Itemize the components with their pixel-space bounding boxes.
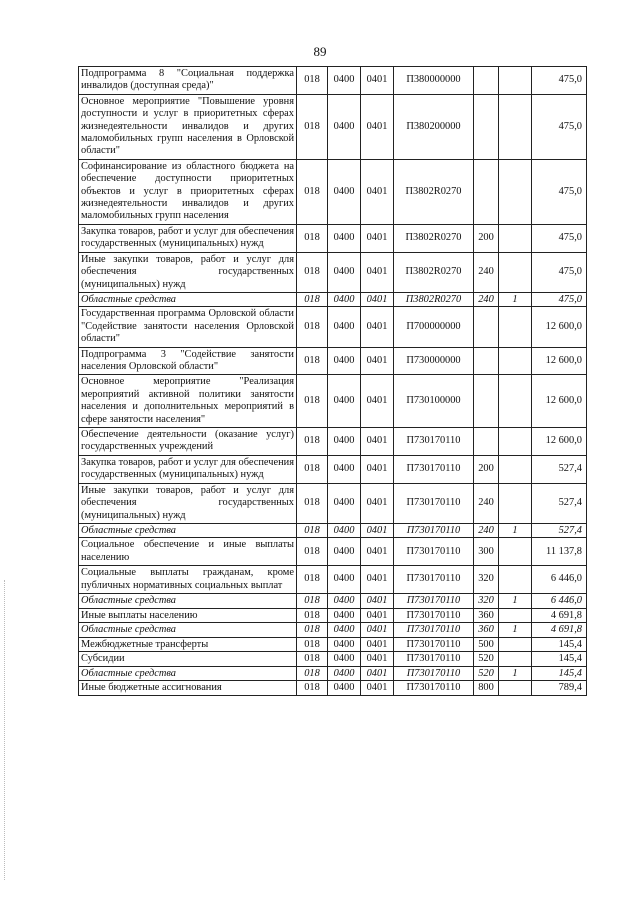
table-row (79, 94, 587, 159)
cell-name: Подпрограмма 3 "Содействие занятости населения Орловской области" (79, 347, 297, 375)
cell-ved-code: 018 (297, 538, 328, 566)
cell-name: Субсидии (79, 652, 297, 667)
cell-section-code: 0400 (328, 566, 361, 594)
cell-target-article: П730170110 (394, 681, 474, 696)
cell-subsection-code: 0401 (361, 307, 394, 347)
cell-funding-source: 1 (499, 594, 532, 609)
cell-subsection-code: 0401 (361, 224, 394, 252)
table-row (79, 594, 587, 609)
cell-expense-type (474, 67, 499, 95)
cell-name: Иные закупки товаров, работ и услуг для обеспечения государственных (муниципальных) нужд (79, 483, 297, 523)
cell-name: Иные выплаты населению (79, 608, 297, 623)
cell-section-code: 0400 (328, 428, 361, 456)
cell-amount: 527,4 (532, 483, 587, 523)
cell-amount: 475,0 (532, 159, 587, 224)
cell-funding-source (499, 347, 532, 375)
table-row (79, 637, 587, 652)
cell-expense-type: 360 (474, 623, 499, 638)
cell-amount: 12 600,0 (532, 307, 587, 347)
cell-subsection-code: 0401 (361, 566, 394, 594)
cell-section-code: 0400 (328, 252, 361, 292)
cell-section-code: 0400 (328, 652, 361, 667)
cell-ved-code: 018 (297, 307, 328, 347)
cell-ved-code: 018 (297, 67, 328, 95)
cell-funding-source (499, 538, 532, 566)
cell-funding-source: 1 (499, 623, 532, 638)
cell-target-article: П730170110 (394, 623, 474, 638)
cell-funding-source: 1 (499, 523, 532, 538)
cell-ved-code: 018 (297, 608, 328, 623)
cell-expense-type: 320 (474, 566, 499, 594)
table-row (79, 159, 587, 224)
cell-expense-type (474, 375, 499, 428)
table-row (79, 67, 587, 95)
cell-section-code: 0400 (328, 307, 361, 347)
cell-ved-code: 018 (297, 623, 328, 638)
cell-section-code: 0400 (328, 623, 361, 638)
cell-amount: 145,4 (532, 666, 587, 681)
cell-ved-code: 018 (297, 375, 328, 428)
cell-target-article: П380200000 (394, 94, 474, 159)
cell-subsection-code: 0401 (361, 637, 394, 652)
cell-name: Межбюджетные трансферты (79, 637, 297, 652)
cell-ved-code: 018 (297, 252, 328, 292)
cell-section-code: 0400 (328, 483, 361, 523)
cell-amount: 12 600,0 (532, 347, 587, 375)
cell-section-code: 0400 (328, 94, 361, 159)
cell-section-code: 0400 (328, 637, 361, 652)
cell-name: Областные средства (79, 292, 297, 307)
cell-section-code: 0400 (328, 455, 361, 483)
table-row (79, 652, 587, 667)
cell-expense-type (474, 428, 499, 456)
cell-funding-source (499, 483, 532, 523)
cell-name: Областные средства (79, 594, 297, 609)
cell-target-article: П730170110 (394, 428, 474, 456)
cell-funding-source (499, 681, 532, 696)
table-row (79, 666, 587, 681)
cell-section-code: 0400 (328, 347, 361, 375)
table-row (79, 224, 587, 252)
cell-ved-code: 018 (297, 224, 328, 252)
cell-ved-code: 018 (297, 159, 328, 224)
cell-amount: 475,0 (532, 224, 587, 252)
scan-artifact (4, 580, 7, 880)
cell-target-article: П700000000 (394, 307, 474, 347)
cell-amount: 145,4 (532, 637, 587, 652)
cell-amount: 4 691,8 (532, 608, 587, 623)
cell-expense-type: 800 (474, 681, 499, 696)
cell-funding-source: 1 (499, 666, 532, 681)
cell-section-code: 0400 (328, 681, 361, 696)
cell-name: Государственная программа Орловской области "Содействие занятости населения Орловской области" (79, 307, 297, 347)
cell-ved-code: 018 (297, 652, 328, 667)
cell-subsection-code: 0401 (361, 681, 394, 696)
cell-target-article: П730100000 (394, 375, 474, 428)
cell-expense-type: 300 (474, 538, 499, 566)
cell-subsection-code: 0401 (361, 252, 394, 292)
cell-name: Социальное обеспечение и иные выплаты населению (79, 538, 297, 566)
cell-ved-code: 018 (297, 594, 328, 609)
cell-amount: 527,4 (532, 523, 587, 538)
cell-subsection-code: 0401 (361, 428, 394, 456)
cell-target-article: П730170110 (394, 608, 474, 623)
cell-section-code: 0400 (328, 67, 361, 95)
cell-name: Областные средства (79, 623, 297, 638)
cell-expense-type: 240 (474, 483, 499, 523)
cell-amount: 475,0 (532, 292, 587, 307)
cell-expense-type: 200 (474, 224, 499, 252)
cell-name: Обеспечение деятельности (оказание услуг) государственных учреждений (79, 428, 297, 456)
cell-expense-type (474, 307, 499, 347)
cell-section-code: 0400 (328, 608, 361, 623)
cell-expense-type: 240 (474, 292, 499, 307)
cell-section-code: 0400 (328, 292, 361, 307)
cell-target-article: П730170110 (394, 594, 474, 609)
cell-target-article: П730170110 (394, 538, 474, 566)
cell-funding-source (499, 67, 532, 95)
cell-amount: 4 691,8 (532, 623, 587, 638)
cell-target-article: П730000000 (394, 347, 474, 375)
cell-amount: 6 446,0 (532, 566, 587, 594)
cell-name: Закупка товаров, работ и услуг для обеспечения государственных (муниципальных) нужд (79, 224, 297, 252)
cell-amount: 527,4 (532, 455, 587, 483)
cell-expense-type: 320 (474, 594, 499, 609)
table-row (79, 566, 587, 594)
cell-subsection-code: 0401 (361, 666, 394, 681)
cell-ved-code: 018 (297, 347, 328, 375)
cell-funding-source (499, 608, 532, 623)
cell-expense-type: 200 (474, 455, 499, 483)
cell-funding-source (499, 652, 532, 667)
cell-expense-type (474, 94, 499, 159)
cell-expense-type: 520 (474, 652, 499, 667)
cell-expense-type (474, 159, 499, 224)
cell-amount: 475,0 (532, 252, 587, 292)
cell-section-code: 0400 (328, 594, 361, 609)
cell-ved-code: 018 (297, 94, 328, 159)
cell-name: Социальные выплаты гражданам, кроме публичных нормативных социальных выплат (79, 566, 297, 594)
budget-table (78, 66, 587, 696)
cell-funding-source (499, 455, 532, 483)
cell-subsection-code: 0401 (361, 375, 394, 428)
cell-target-article: П730170110 (394, 483, 474, 523)
cell-expense-type (474, 347, 499, 375)
cell-ved-code: 018 (297, 523, 328, 538)
cell-funding-source (499, 159, 532, 224)
cell-subsection-code: 0401 (361, 292, 394, 307)
cell-amount: 475,0 (532, 67, 587, 95)
cell-subsection-code: 0401 (361, 94, 394, 159)
cell-section-code: 0400 (328, 159, 361, 224)
cell-section-code: 0400 (328, 523, 361, 538)
cell-expense-type: 500 (474, 637, 499, 652)
cell-name: Иные бюджетные ассигнования (79, 681, 297, 696)
cell-name: Основное мероприятие "Повышение уровня доступности и услуг в приоритетных сферах жизнедеятельности инвалидов и других маломобильных групп населения в Орловской области" (79, 94, 297, 159)
table-row (79, 307, 587, 347)
cell-ved-code: 018 (297, 428, 328, 456)
cell-target-article: П730170110 (394, 455, 474, 483)
cell-expense-type: 240 (474, 252, 499, 292)
table-row (79, 428, 587, 456)
cell-section-code: 0400 (328, 538, 361, 566)
cell-name: Основное мероприятие "Реализация мероприятий активной политики занятости населения и дополнительных мероприятий в сфере занятости населения" (79, 375, 297, 428)
table-row (79, 375, 587, 428)
cell-ved-code: 018 (297, 681, 328, 696)
cell-expense-type: 520 (474, 666, 499, 681)
cell-amount: 789,4 (532, 681, 587, 696)
table-row (79, 347, 587, 375)
table-row (79, 252, 587, 292)
table-row (79, 455, 587, 483)
cell-ved-code: 018 (297, 637, 328, 652)
cell-amount: 12 600,0 (532, 375, 587, 428)
table-row (79, 623, 587, 638)
cell-target-article: П730170110 (394, 652, 474, 667)
cell-amount: 11 137,8 (532, 538, 587, 566)
cell-amount: 475,0 (532, 94, 587, 159)
cell-subsection-code: 0401 (361, 455, 394, 483)
cell-subsection-code: 0401 (361, 483, 394, 523)
table-row (79, 538, 587, 566)
cell-section-code: 0400 (328, 224, 361, 252)
cell-ved-code: 018 (297, 455, 328, 483)
cell-expense-type: 360 (474, 608, 499, 623)
cell-section-code: 0400 (328, 375, 361, 428)
cell-target-article: П3802R0270 (394, 292, 474, 307)
cell-subsection-code: 0401 (361, 608, 394, 623)
cell-ved-code: 018 (297, 666, 328, 681)
cell-funding-source (499, 307, 532, 347)
cell-amount: 12 600,0 (532, 428, 587, 456)
cell-funding-source (499, 375, 532, 428)
cell-expense-type: 240 (474, 523, 499, 538)
table-row (79, 483, 587, 523)
cell-funding-source (499, 94, 532, 159)
cell-amount: 145,4 (532, 652, 587, 667)
table-row (79, 608, 587, 623)
cell-funding-source (499, 224, 532, 252)
cell-name: Областные средства (79, 666, 297, 681)
cell-target-article: П730170110 (394, 666, 474, 681)
cell-amount: 6 446,0 (532, 594, 587, 609)
cell-section-code: 0400 (328, 666, 361, 681)
cell-subsection-code: 0401 (361, 523, 394, 538)
cell-funding-source (499, 428, 532, 456)
cell-target-article: П3802R0270 (394, 252, 474, 292)
cell-target-article: П730170110 (394, 637, 474, 652)
cell-subsection-code: 0401 (361, 623, 394, 638)
cell-ved-code: 018 (297, 483, 328, 523)
cell-name: Подпрограмма 8 "Социальная поддержка инвалидов (доступная среда)" (79, 67, 297, 95)
budget-table-body (79, 67, 587, 696)
cell-funding-source (499, 566, 532, 594)
cell-subsection-code: 0401 (361, 159, 394, 224)
cell-ved-code: 018 (297, 566, 328, 594)
table-row (79, 681, 587, 696)
cell-subsection-code: 0401 (361, 594, 394, 609)
table-row (79, 523, 587, 538)
cell-subsection-code: 0401 (361, 347, 394, 375)
cell-name: Иные закупки товаров, работ и услуг для обеспечения государственных (муниципальных) нужд (79, 252, 297, 292)
cell-name: Софинансирование из областного бюджета на обеспечение доступности приоритетных объектов и услуг в приоритетных сферах жизнедеятельности инвалидов и других маломобильных групп населения (79, 159, 297, 224)
cell-target-article: П730170110 (394, 523, 474, 538)
cell-target-article: П380000000 (394, 67, 474, 95)
page-number: 89 (313, 44, 327, 59)
cell-funding-source (499, 637, 532, 652)
cell-subsection-code: 0401 (361, 67, 394, 95)
cell-funding-source (499, 252, 532, 292)
cell-name: Закупка товаров, работ и услуг для обеспечения государственных (муниципальных) нужд (79, 455, 297, 483)
cell-target-article: П3802R0270 (394, 159, 474, 224)
cell-name: Областные средства (79, 523, 297, 538)
cell-target-article: П3802R0270 (394, 224, 474, 252)
cell-funding-source: 1 (499, 292, 532, 307)
cell-ved-code: 018 (297, 292, 328, 307)
cell-target-article: П730170110 (394, 566, 474, 594)
cell-subsection-code: 0401 (361, 538, 394, 566)
cell-subsection-code: 0401 (361, 652, 394, 667)
table-row (79, 292, 587, 307)
